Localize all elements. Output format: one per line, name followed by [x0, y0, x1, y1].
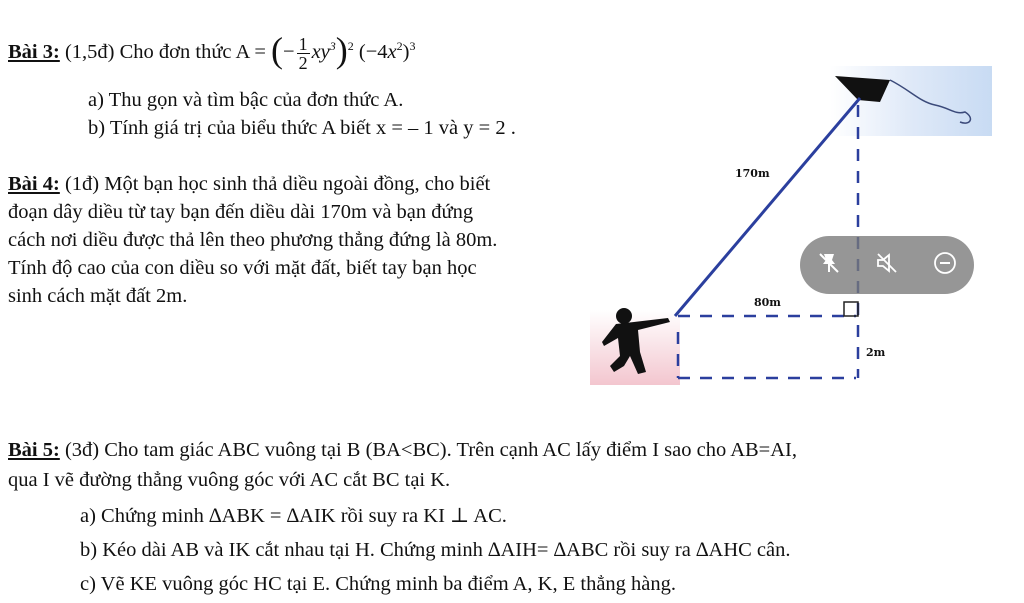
bai4-line4: Tính độ cao của con diều so với mặt đất, biết tay bạn học: [8, 257, 477, 279]
bai3-factor2: $(-4x^2)^3$: [358, 39, 416, 63]
bai3-item-b: b) Tính giá trị của biểu thức A biết x = – 1 và y = 2 .: [88, 117, 516, 139]
bai3-intro: Cho đơn thức A =: [119, 41, 266, 63]
label-hand-height: 2m: [866, 346, 886, 359]
bai3-xy3: $xy^3$: [311, 39, 336, 63]
bai3-title: Bài 3:: [8, 41, 60, 63]
right-angle-mark: [844, 302, 858, 316]
bai5-item-c: c) Vẽ KE vuông góc HC tại E. Chứng minh ba điểm A, K, E thẳng hàng.: [80, 573, 677, 595]
bai4-text1: Một bạn học sinh thả diều ngoài đồng, cho biết: [104, 173, 491, 195]
bai4-points: (1đ): [64, 173, 100, 195]
bai5-item-b: b) Kéo dài AB và IK cắt nhau tại H. Chứng minh ∆AIH= ∆ABC rồi suy ra ∆AHC cân.: [80, 539, 791, 561]
bai4-title: Bài 4:: [8, 173, 60, 195]
label-string-length: 170m: [735, 167, 770, 180]
bai5-points: (3đ): [64, 439, 100, 461]
bai4-line1: [8, 172, 490, 196]
sky-background: [830, 66, 992, 136]
bai3-minus: −: [283, 41, 295, 63]
bai5-title: Bài 5:: [8, 439, 60, 461]
kite-figure: [590, 60, 1000, 390]
bai5-line2: qua I vẽ đường thẳng vuông góc với AC cắt BC tại K.: [8, 469, 451, 491]
bai3-fraction: [297, 35, 310, 72]
bai3-frac-num: 1: [298, 33, 308, 54]
bai3-item-a: a) Thu gọn và tìm bậc của đơn thức A.: [88, 89, 404, 111]
bai3-heading: [8, 30, 416, 73]
minimize-icon[interactable]: [930, 250, 960, 280]
bai4-line3: cách nơi diều được thả lên theo phương thẳng đứng là 80m.: [8, 229, 498, 251]
bai5-line1: [8, 438, 797, 462]
bai3-points: (1,5đ): [64, 41, 115, 63]
bai3-exp2: 2: [347, 39, 354, 54]
mute-icon[interactable]: [872, 250, 902, 280]
label-distance: 80m: [754, 296, 781, 309]
bai3-frac-den: 2: [298, 52, 308, 73]
bai4-line2: đoạn dây diều từ tay bạn đến diều dài 170m và bạn đứng: [8, 201, 474, 223]
bai3-paren-close: ): [335, 30, 348, 70]
bai5-text1: Cho tam giác ABC vuông tại B (BA<BC). Trên cạnh AC lấy điểm I sao cho AB=AI,: [104, 439, 797, 461]
bai4-line5: sinh cách mặt đất 2m.: [8, 285, 188, 307]
floating-media-controls: [800, 236, 974, 294]
bai3-paren-open: (: [271, 30, 284, 70]
bai5-item-a: a) Chứng minh ∆ABK = ∆AIK rồi suy ra KI ⊥ AC.: [80, 505, 507, 527]
pin-off-icon[interactable]: [814, 250, 844, 280]
